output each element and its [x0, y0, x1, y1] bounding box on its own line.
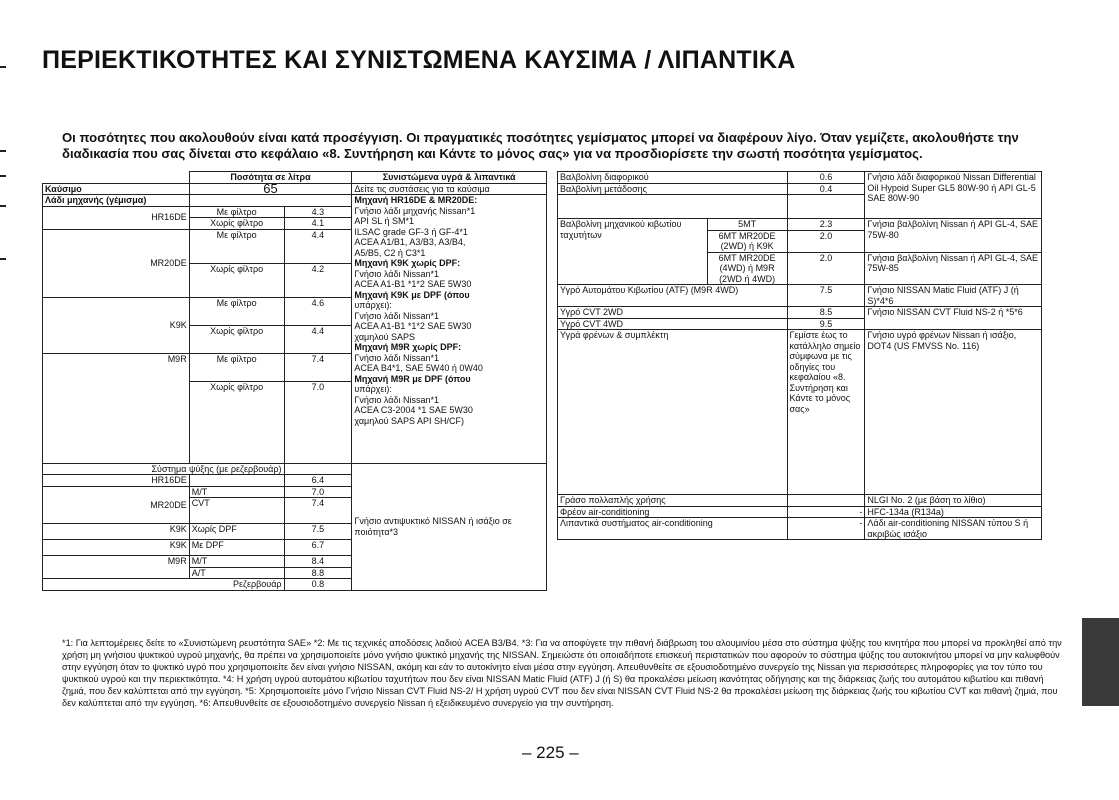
ac-refrigerant-recommendation: HFC-134a (R134a)	[865, 506, 1042, 518]
engine-mr20de: MR20DE	[43, 486, 190, 524]
engine-oil-label: Λάδι μηχανής (γέμισμα)	[43, 195, 190, 207]
ac-oil-qty: -	[787, 518, 865, 540]
cvt-4wd-qty: 9.5	[787, 318, 865, 330]
coolant-qty-k9k-no-dpf: 7.5	[284, 524, 352, 540]
coolant-label: Σύστημα ψύξης (με ρεζερβουάρ)	[43, 463, 285, 475]
manual-trans-rec-b: Γνήσια βαλβολίνη Nissan ή API GL-4, SAE 75W-85	[865, 252, 1042, 285]
atf-qty: 7.5	[787, 285, 865, 307]
engine-oil-recommendation	[352, 195, 547, 464]
oil-rec-line: A5/B5, C2 ή C3*1	[354, 247, 426, 258]
without-filter-label: Χωρίς φίλτρο	[189, 381, 284, 463]
oil-rec-line: ACEA B4*1, SAE 5W40 ή 0W40	[354, 363, 483, 373]
coolant-qty-k9k-dpf: 6.7	[284, 540, 352, 556]
without-filter-label: Χωρίς φίλτρο	[189, 218, 284, 230]
at-label: A/T	[189, 567, 284, 579]
cvt-4wd-label: Υγρό CVT 4WD	[558, 318, 788, 330]
reservoir-label: Ρεζερβουάρ	[43, 579, 285, 591]
engine-m9r: M9R	[43, 556, 190, 579]
footnotes: *1: Για λεπτομέρειες δείτε το «Συνιστώμενη ρευστότητα SAE» *2: Με τις τεχνικές αποδόσεις λαδιού ACEA B3/B4. *3: Για να αποφύγετε την πιθανή διάβρωση του αλουμινίου μέσα στο σύστημα ψύξης του κινητήρα που μπορεί να προκληθεί από την χρήση μη γνήσιου ψυκτικού υγρού μηχανής, θα πρέπει να χρησιμοποιείτε μόνο γνήσιο ψυκτικό μηχανής της NISSAN. Σημειώστε ότι οποιαδήποτε επισκευή περιστατικών που αφορούν το σύστημα ψύξης του αυτοκινήτου μπορεί να μην καλυφθούν στην εγγύηση όταν το ψυκτικό υγρό που χρησιμοποιείτε δεν είναι γνήσιο NISSAN, ακόμη και εάν το αυτοκίνητο είναι μέσα στην εγγύηση. Απευθυνθείτε σε εξουσιοδοτημένο συνεργείο της Nissan για περισσότερες πληροφορίες για τον τύπο του ψυκτικού υγρού και την περιεκτικότητα. *4: Η χρήση υγρού αυτομάτου κιβωτίου ταχυτήτων που δεν είναι NISSAN Matic Fluid (ATF) J (ή S) θα προκαλέσει μείωση ικανότητας οδήγησης και της διάρκειας ζωής του αυτομάτου κιβωτίου και πιθανή ζημιά, που δεν καλύπτεται από την εγγύηση. *5: Χρησιμοποιείτε μόνο Γνήσιο Nissan CVT Fluid NS-2/ Η χρήση υγρού CVT που δεν είναι NISSAN CVT Fluid NS-2 θα προκαλέσει μείωση της διάρκειας ζωής του κιβωτίου CVT και πιθανή ζημιά, που δεν καλύπτεται από την εγγύηση. *6: Απευθυνθείτε σε εξουσιοδοτημένο συνεργείο Nissan ή εξειδικευμένο συνεργείο για την συντήρηση.	[62, 638, 1062, 708]
cvt-label: CVT	[189, 498, 284, 524]
diff-oil-qty: 0.6	[787, 172, 865, 184]
oil-rec-line: χαμηλού SAPS API SH/CF)	[354, 415, 465, 426]
oil-qty-m9r-with: 7.4	[284, 353, 352, 381]
page-number: – 225 –	[522, 743, 579, 762]
ac-refrigerant-qty: -	[787, 506, 865, 518]
margin-mark	[0, 175, 6, 177]
coolant-qty-hr16de: 6.4	[284, 475, 352, 487]
manual-trans-oil-label: Βαλβολίνη μηχανικού κιβωτίου ταχυτήτων	[558, 219, 708, 285]
oil-rec-line: Μηχανή M9R χωρίς DPF:	[354, 342, 462, 352]
coolant-qty-m9r-at: 8.8	[284, 567, 352, 579]
margin-mark	[0, 150, 6, 152]
oil-rec-line: Γνήσιο λάδι Nissan*1	[354, 394, 439, 405]
diff-oil-recommendation: Γνήσιο λάδι διαφορικού Nissan Differential Oil Hypoid Super GL5 80W-90 ή API GL-5 SAE 80W-90	[865, 172, 1042, 219]
oil-qty-m9r-without: 7.0	[284, 381, 352, 463]
coolant-qty-mr20de-cvt: 7.4	[284, 498, 352, 524]
engine-k9k: K9K	[43, 524, 190, 540]
oil-rec-line: ACEA C3-2004 *1 SAE 5W30	[354, 405, 473, 415]
oil-qty-hr16de-with: 4.3	[284, 206, 352, 218]
oil-rec-line: Γνήσιο λάδι Nissan*1	[354, 352, 439, 363]
intro-text: Οι ποσότητες που ακολουθούν είναι κατά προσέγγιση. Οι πραγματικές ποσότητες γεμίσματος μπορεί να διαφέρουν λίγο. Όταν γεμίζετε, ακολουθήστε την διαδικασία που σας δίνεται στο κεφάλαιο «8. Συντήρηση και Κάντε το μόνος σας» για να προσδιορίσετε την σωστή ποσότητα γεμίσματος.	[62, 130, 1019, 161]
coolant-recommendation: Γνήσιο αντιψυκτικό NISSAN ή ισάξιο σε ποιότητα*3	[352, 463, 547, 590]
mt-label: M/T	[189, 486, 284, 498]
fuel-quantity: 65	[189, 183, 352, 195]
oil-rec-line: Γνήσιο λάδι Nissan*1	[354, 310, 439, 321]
coolant-qty-m9r-mt: 8.4	[284, 556, 352, 568]
margin-mark	[0, 205, 6, 207]
oil-qty-hr16de-without: 4.1	[284, 218, 352, 230]
coolant-qty-reservoir: 0.8	[284, 579, 352, 591]
with-filter-label: Με φίλτρο	[189, 353, 284, 381]
engine-hr16de: HR16DE	[43, 475, 190, 487]
oil-qty-mr20de-without: 4.2	[284, 263, 352, 297]
oil-rec-line: API SL ή SM*1	[354, 216, 415, 226]
without-filter-label: Χωρίς φίλτρο	[189, 325, 284, 353]
cvt-2wd-qty: 8.5	[787, 307, 865, 319]
margin-mark	[0, 258, 6, 260]
oil-rec-line: Μηχανή HR16DE & MR20DE:	[354, 195, 478, 205]
oil-qty-mr20de-with: 4.4	[284, 229, 352, 263]
engine-k9k: K9K	[43, 540, 190, 556]
engine-mr20de: MR20DE	[43, 229, 190, 297]
with-filter-label: Με φίλτρο	[189, 229, 284, 263]
oil-rec-line: ACEA A1-B1 *1*2 SAE 5W30	[354, 321, 472, 331]
brake-fluid-qty: Γεμίστε έως το κατάλληλο σημείο σύμφωνα με τις οδηγίες του κεφαλαίου «8. Συντήρηση και Κάντε το μόνος σας»	[787, 330, 865, 495]
oil-rec-line: ILSAC grade GF-3 ή GF-4*1	[354, 226, 468, 237]
dpf-label: Με DPF	[189, 540, 284, 556]
trans-6mt-b: 6MT MR20DE (4WD) ή M9R (2WD ή 4WD)	[707, 252, 787, 285]
oil-rec-line: χαμηλού SAPS	[354, 331, 416, 342]
oil-rec-line: υπάρχει):	[354, 384, 392, 394]
no-dpf-label: Χωρίς DPF	[189, 524, 284, 540]
brake-fluid-recommendation: Γνήσιο υγρό φρένων Nissan ή ισάξιο, DOT4 (US FMVSS No. 116)	[865, 330, 1042, 495]
ac-oil-recommendation: Λάδι air-conditioning NISSAN τύπου S ή ακριβώς ισάξιο	[865, 518, 1042, 540]
engine-k9k: K9K	[43, 297, 190, 353]
engine-hr16de: HR16DE	[43, 206, 190, 229]
oil-rec-line: Γνήσιο λάδι μηχανής Nissan*1	[354, 205, 476, 216]
diff-oil-label: Βαλβολίνη διαφορικού	[558, 172, 788, 184]
ac-refrigerant-label: Φρέον air-conditioning	[558, 506, 788, 518]
capacities-table-left	[42, 171, 547, 591]
oil-rec-line: Μηχανή K9K με DPF (όπου	[354, 289, 470, 300]
atf-recommendation: Γνήσιο NISSAN Matic Fluid (ATF) J (ή S)*4*6	[865, 285, 1042, 307]
oil-rec-line: ACEA A1/B1, A3/B3, A3/B4,	[354, 237, 466, 247]
margin-mark	[0, 66, 6, 68]
qty-6mt-a: 2.0	[787, 230, 865, 252]
oil-qty-k9k-with: 4.6	[284, 297, 352, 325]
oil-rec-line: Γνήσιο λάδι Nissan*1	[354, 268, 439, 279]
qty-6mt-b: 2.0	[787, 252, 865, 285]
manual-trans-rec-a: Γνήσια βαλβολίνη Nissan ή API GL-4, SAE 75W-80	[865, 219, 1042, 253]
without-filter-label: Χωρίς φίλτρο	[189, 263, 284, 297]
trans-6mt-a: 6MT MR20DE (2WD) ή K9K	[707, 230, 787, 252]
fuel-label: Καύσιμο	[43, 183, 190, 195]
header-recommended: Συνιστώμενα υγρά & λιπαντικά	[352, 172, 547, 184]
atf-label: Υγρό Αυτομάτου Κιβωτίου (ATF) (M9R 4WD)	[558, 285, 788, 307]
section-tab-marker	[1082, 618, 1119, 706]
page-title: ΠΕΡΙΕΚΤΙΚΟΤΗΤΕΣ ΚΑΙ ΣΥΝΙΣΤΩΜΕΝΑ ΚΑΥΣΙΜΑ / ΛΙΠΑΝΤΙΚΑ	[42, 46, 796, 74]
grease-recommendation: NLGI No. 2 (με βάση το λίθιο)	[865, 495, 1042, 507]
trans-5mt: 5MT	[707, 219, 787, 231]
ac-oil-label: Λιπαντικά συστήματος air-conditioning	[558, 518, 788, 540]
transfer-oil-label: Βαλβολίνη μετάδοσης	[558, 183, 788, 195]
cvt-2wd-label: Υγρό CVT 2WD	[558, 307, 788, 319]
oil-rec-line: Μηχανή K9K χωρίς DPF:	[354, 258, 461, 268]
oil-rec-line: υπάρχει):	[354, 300, 392, 310]
grease-label: Γράσο πολλαπλής χρήσης	[558, 495, 788, 507]
fuel-recommendation: Δείτε τις συστάσεις για τα καύσιμα	[352, 183, 547, 195]
mt-label: M/T	[189, 556, 284, 568]
header-quantity: Ποσότητα σε λίτρα	[189, 172, 352, 184]
brake-fluid-label: Υγρά φρένων & συμπλέκτη	[558, 330, 788, 495]
oil-rec-line: Μηχανή M9R με DPF (όπου	[354, 373, 471, 384]
coolant-qty-mr20de-mt: 7.0	[284, 486, 352, 498]
grease-qty	[787, 495, 865, 507]
capacities-table-right	[557, 171, 1042, 540]
oil-qty-k9k-without: 4.4	[284, 325, 352, 353]
engine-m9r: M9R	[43, 353, 190, 463]
oil-rec-line: ACEA A1-B1 *1*2 SAE 5W30	[354, 279, 472, 289]
qty-5mt: 2.3	[787, 219, 865, 231]
with-filter-label: Με φίλτρο	[189, 297, 284, 325]
cvt-recommendation: Γνήσιο NISSAN CVT Fluid NS-2 ή *5*6	[865, 307, 1042, 330]
transfer-oil-qty: 0.4	[787, 183, 865, 195]
with-filter-label: Με φίλτρο	[189, 206, 284, 218]
